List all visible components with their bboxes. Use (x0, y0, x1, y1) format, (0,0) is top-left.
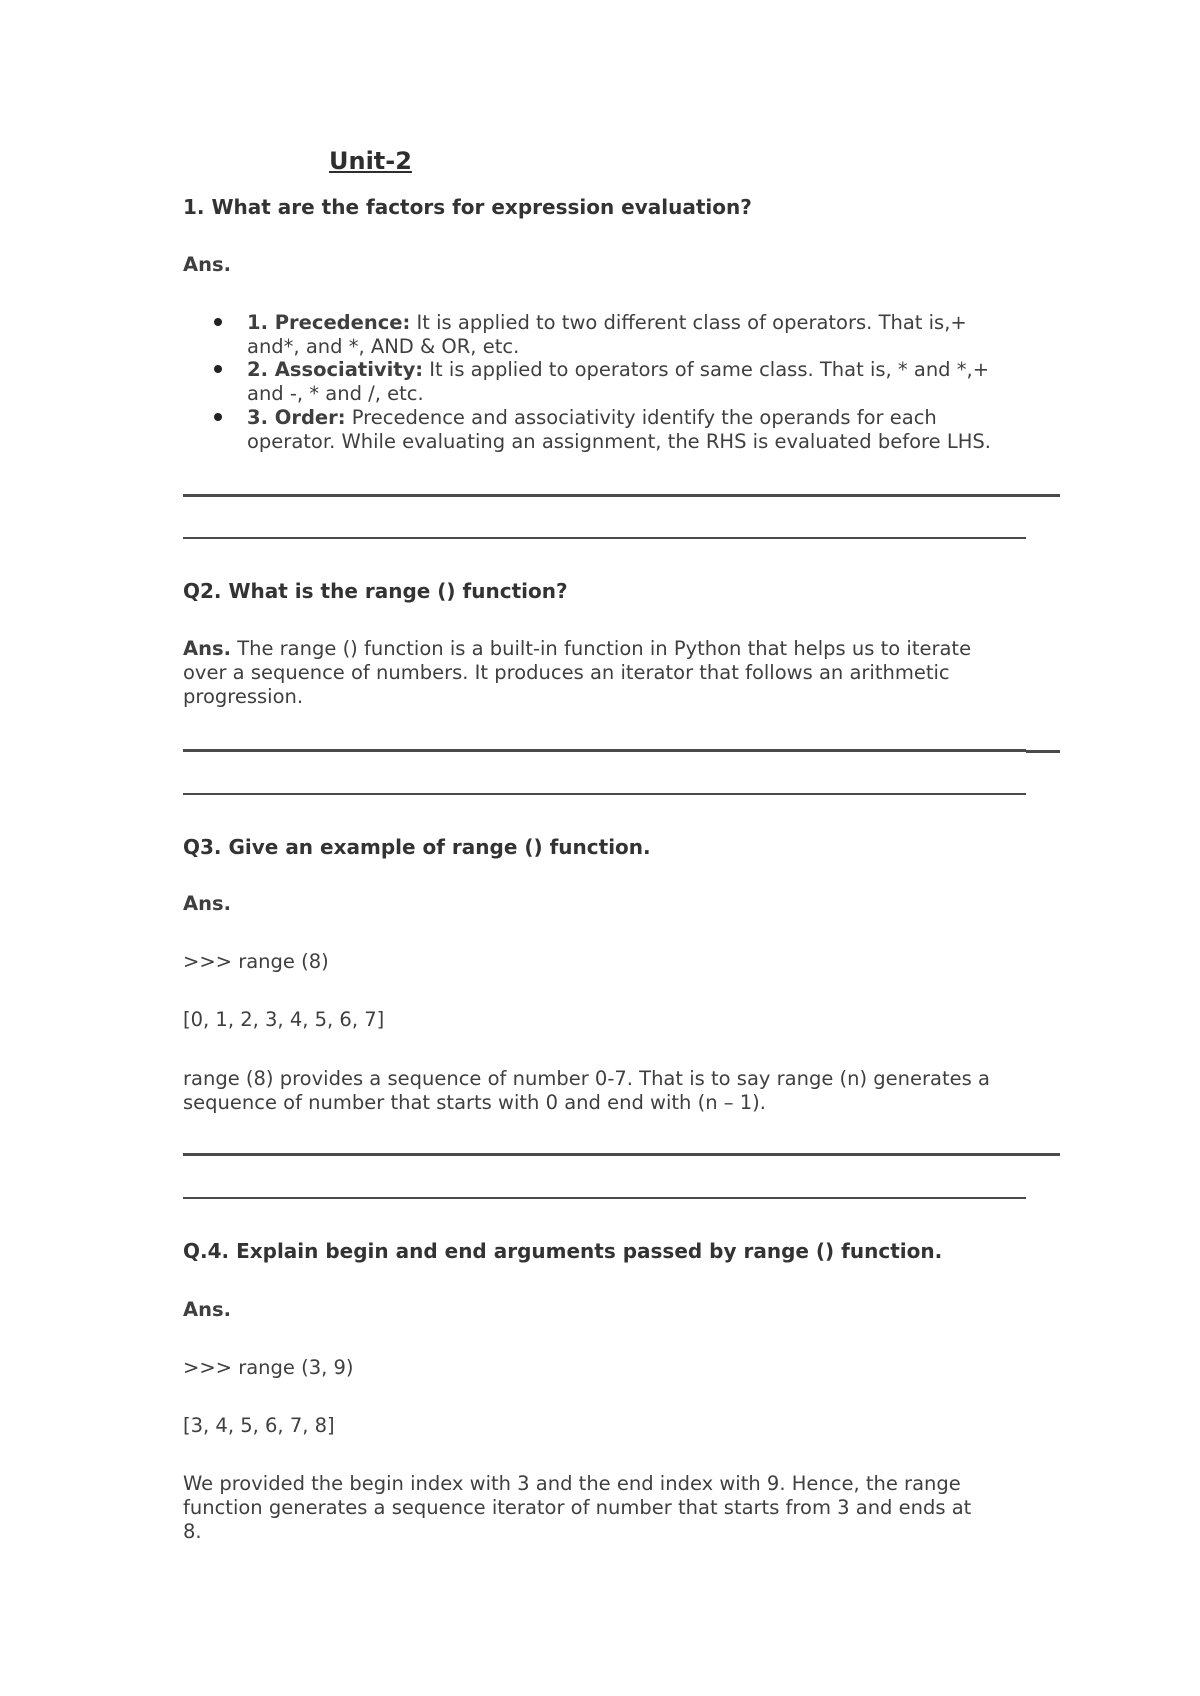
term-precedence: 1. Precedence: (247, 311, 411, 334)
list-item-line (247, 406, 937, 430)
code-example-3: >>> range (8) (183, 950, 329, 973)
list-item-line (247, 358, 989, 382)
list-item-text-continued: and -, * and /, etc. (247, 382, 424, 405)
bullet-icon (214, 318, 222, 326)
section-divider-thin (183, 537, 1026, 539)
code-output-4: [3, 4, 5, 6, 7, 8] (183, 1414, 335, 1437)
code-example-4: >>> range (3, 9) (183, 1356, 354, 1379)
list-item-text: Precedence and associativity identify the operands for each (345, 406, 937, 429)
list-item-text-continued: operator. While evaluating an assignment, the RHS is evaluated before LHS. (247, 430, 991, 453)
answer-label-4: Ans. (183, 1298, 231, 1321)
answer-label-1: Ans. (183, 253, 231, 276)
section-divider-thin (183, 1197, 1026, 1199)
answer-3-text-continued: sequence of number that starts with 0 and end with (n – 1). (183, 1091, 766, 1114)
bullet-icon (214, 365, 222, 373)
question-1: 1. What are the factors for expression evaluation? (183, 195, 752, 219)
list-item-text-continued: and*, and *, AND & OR, etc. (247, 335, 520, 358)
answer-2-text-continued: over a sequence of numbers. It produces an iterator that follows an arithmetic (183, 661, 950, 684)
bullet-icon (214, 413, 222, 421)
answer-4-text-continued: function generates a sequence iterator of number that starts from 3 and ends at (183, 1496, 972, 1519)
term-associativity: 2. Associativity: (247, 358, 424, 381)
question-2: Q2. What is the range () function? (183, 579, 568, 603)
section-divider-thick (183, 1153, 1060, 1156)
answer-2-line (183, 637, 971, 661)
question-3: Q3. Give an example of range () function. (183, 835, 651, 859)
answer-4-text-continued: 8. (183, 1520, 202, 1543)
list-item-text: It is applied to two different class of operators. That is,+ (410, 311, 967, 334)
answer-2-text-continued: progression. (183, 685, 304, 708)
answer-4-text: We provided the begin index with 3 and the end index with 9. Hence, the range (183, 1472, 961, 1495)
answer-label-3: Ans. (183, 892, 231, 915)
page-title: Unit-2 (329, 147, 412, 175)
section-divider-thick (183, 494, 1060, 497)
answer-3-text: range (8) provides a sequence of number 0-7. That is to say range (n) generates a (183, 1067, 990, 1090)
term-order: 3. Order: (247, 406, 346, 429)
list-item-line (247, 311, 967, 335)
section-divider-thick (183, 749, 1026, 752)
section-divider-thin (183, 793, 1026, 795)
section-divider-tail (1026, 750, 1060, 753)
list-item-text: It is applied to operators of same class. That is, * and *,+ (423, 358, 990, 381)
code-output-3: [0, 1, 2, 3, 4, 5, 6, 7] (183, 1008, 385, 1031)
answer-label-2: Ans. (183, 637, 231, 660)
question-4: Q.4. Explain begin and end arguments passed by range () function. (183, 1239, 943, 1263)
answer-2-text: The range () function is a built-in function in Python that helps us to iterate (231, 637, 972, 660)
